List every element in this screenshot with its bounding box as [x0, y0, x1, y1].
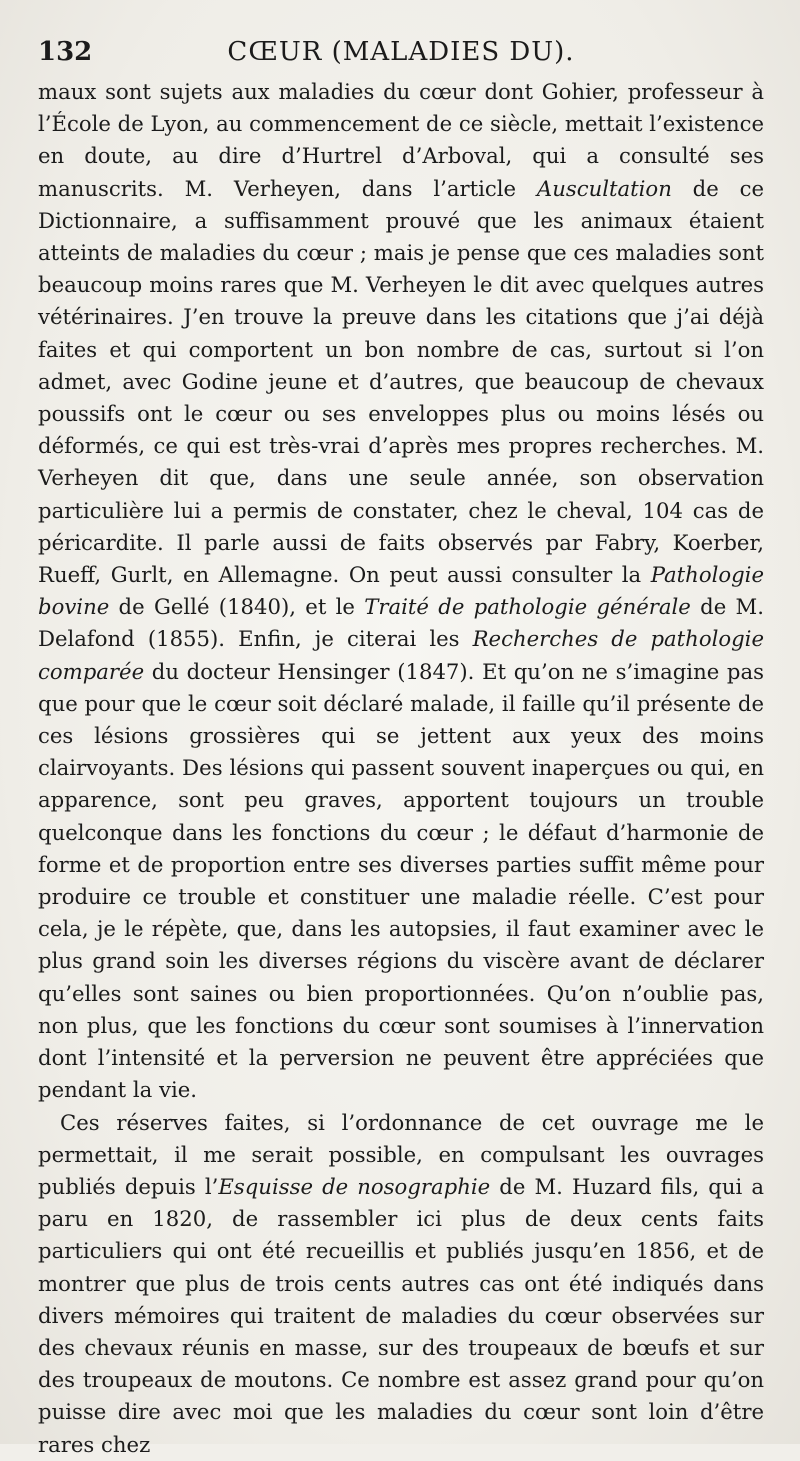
running-head: [38, 32, 764, 76]
paragraph-text: de M. Delafond (1855). Enfin, je citerai les: [38, 594, 764, 652]
body-text: [38, 76, 764, 1461]
italic-title-text: Esquisse de nosographie: [218, 1173, 491, 1199]
paragraph-text: du docteur Hensinger (1847). Et qu’on ne s’imagine pas que pour que le cœur soit déclaré malade, il faille qu’il présente de ces lésions grossières qui se jettent aux yeux des moins clairvoyants. Des lésions qui passent souvent inaperçues ou qui, en apparence, sont peu graves, apportent toujours un trouble quelconque dans les fonctions du cœur ; le défaut d’harmonie de forme et de proportion entre ses diverses parties suffit même pour produire ce trouble et constituer une maladie réelle. C’est pour cela, je le répète, que, dans les autopsies, il faut examiner avec le plus grand soin les diverses régions du viscère avant de déclarer qu’elles sont saines ou bien proportionnées. Qu’on n’oublie pas, non plus, que les fonctions du cœur sont soumises à l’innervation dont l’intensité et la perversion ne peuvent être appréciées que pendant la vie.: [38, 658, 764, 1103]
italic-title-text: Pathologie bovine: [38, 562, 764, 620]
paragraph-text: de M. Huzard fils, qui a paru en 1820, de rassembler ici plus de deux cents faits particuliers qui ont été recueillis et publiés jusqu’en 1856, et de montrer que plus de trois cents autres cas ont été indiqués dans divers mémoires qui traitent de maladies du cœur observées sur des chevaux réunis en masse, sur des troupeaux de bœufs et sur des troupeaux de moutons. Ce nombre est assez grand pour qu’on puisse dire avec moi que les maladies du cœur sont loin d’être rares chez: [38, 1173, 764, 1457]
paragraph: [38, 1107, 764, 1461]
paragraph-text: de ce Dictionnaire, a suffisamment prouvé que les animaux étaient atteints de maladies du cœur ; mais je pense que ces maladies sont beaucoup moins rares que M. Verheyen le dit avec quelques autres vétérinaires. J’en trouve la preuve dans les citations que j’ai déjà faites et qui comportent un bon nombre de cas, surtout si l’on admet, avec Godine jeune et d’autres, que beaucoup de chevaux poussifs ont le cœur ou ses enveloppes plus ou moins lésés ou déformés, ce qui est très-vrai d’après mes propres recherches. M. Verheyen dit que, dans une seule année, son observation particulière lui a permis de constater, chez le cheval, 104 cas de péricardite. Il parle aussi de faits observés par Fabry, Koerber, Rueff, Gurlt, en Allemagne. On peut aussi consulter la: [38, 175, 764, 588]
italic-title-text: Recherches de pathologie comparée: [38, 626, 764, 684]
running-title: CŒUR (MALADIES DU).: [227, 37, 575, 67]
paragraph-text: Ces réserves faites, si l’ordonnance de cet ouvrage me le permettait, il me serait possible, en compulsant les ouvrages publiés depuis l’: [38, 1109, 764, 1199]
paragraph-text: de Gellé (1840), et le: [109, 594, 365, 620]
italic-title-text: Traité de pathologie générale: [364, 594, 691, 620]
paragraph-continuation: [38, 76, 764, 1107]
page-number: 132: [38, 37, 93, 67]
paragraph-text: maux sont sujets aux maladies du cœur dont Gohier, professeur à l’École de Lyon, au commencement de ce siècle, mettait l’existence en doute, au dire d’Hurtrel d’Arboval, qui a consulté ses manuscrits. M. Verheyen, dans l’article: [38, 79, 764, 201]
italic-title-text: Auscultation: [536, 175, 672, 201]
